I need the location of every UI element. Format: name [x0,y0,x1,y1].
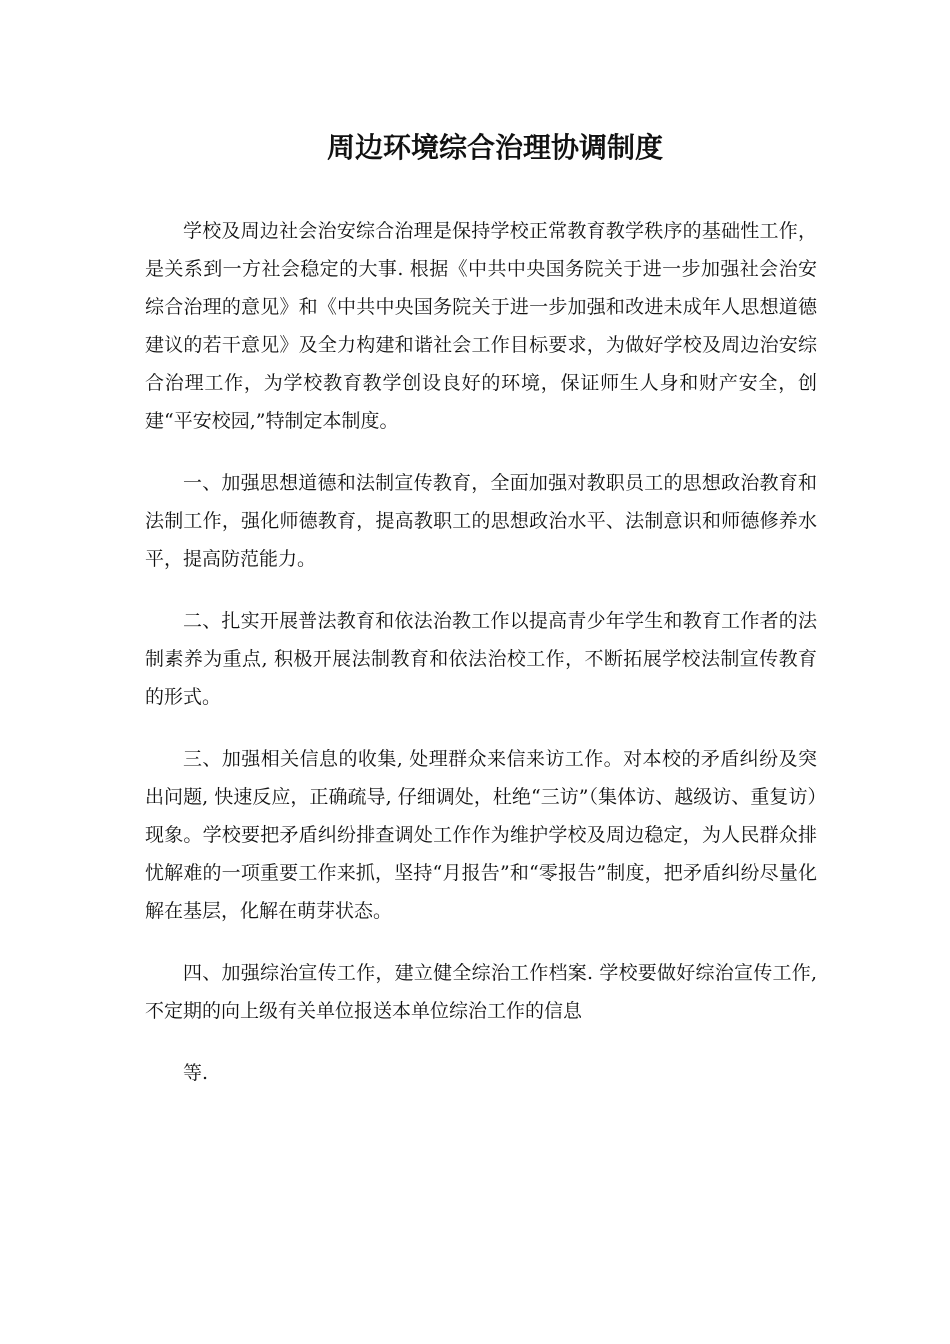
document-title: 周边环境综合治理协调制度 [326,131,663,164]
paragraph-item-2: 二、扎实开展普法教育和依法治教工作以提高青少年学生和教育工作者的法制素养为重点, 积极开展法制教育和依法治校工作，不断拓展学校法制宣传教育的形式。 [145,610,817,708]
paragraph-intro: 学校及周边社会治安综合治理是保持学校正常教育教学秩序的基础性工作，是关系到一方社会稳定的大事. 根据《中共中央国务院关于进一步加强社会治安综合治理的意见》和《中共中央国务院关于进一步加强和改进未成年人思想道德建议的若干意见》及全力构建和谐社会工作目标要求，为做好学校及周边治安综合治理工作，为学校教育教学创设良好的环境，保证师生人身和财产安全，创建“平安校园,”特制定本制度。 [145,220,817,432]
paragraph-item-3: 三、加强相关信息的收集, 处理群众来信来访工作。对本校的矛盾纠纷及突出问题, 快速反应，正确疏导, 仔细调处，杜绝“三访”（集体访、越级访、重复访）现象。学校要把矛盾纠纷排查调处工作作为维护学校及周边稳定，为人民群众排忧解难的一项重要工作来抓，坚持“月报告”和“零报告”制度，把矛盾纠纷尽量化解在基层，化解在萌芽状态。 [145,748,817,922]
paragraph-trailing: 等. [183,1062,209,1084]
paragraph-item-4: 四、加强综治宣传工作，建立健全综治工作档案. 学校要做好综治宣传工作, 不定期的向上级有关单位报送本单位综治工作的信息 [145,962,817,1022]
paragraph-item-1: 一、加强思想道德和法制宣传教育，全面加强对教职员工的思想政治教育和法制工作，强化师德教育，提高教职工的思想政治水平、法制意识和师德修养水平，提高防范能力。 [145,472,817,570]
document-body [145,212,817,1116]
